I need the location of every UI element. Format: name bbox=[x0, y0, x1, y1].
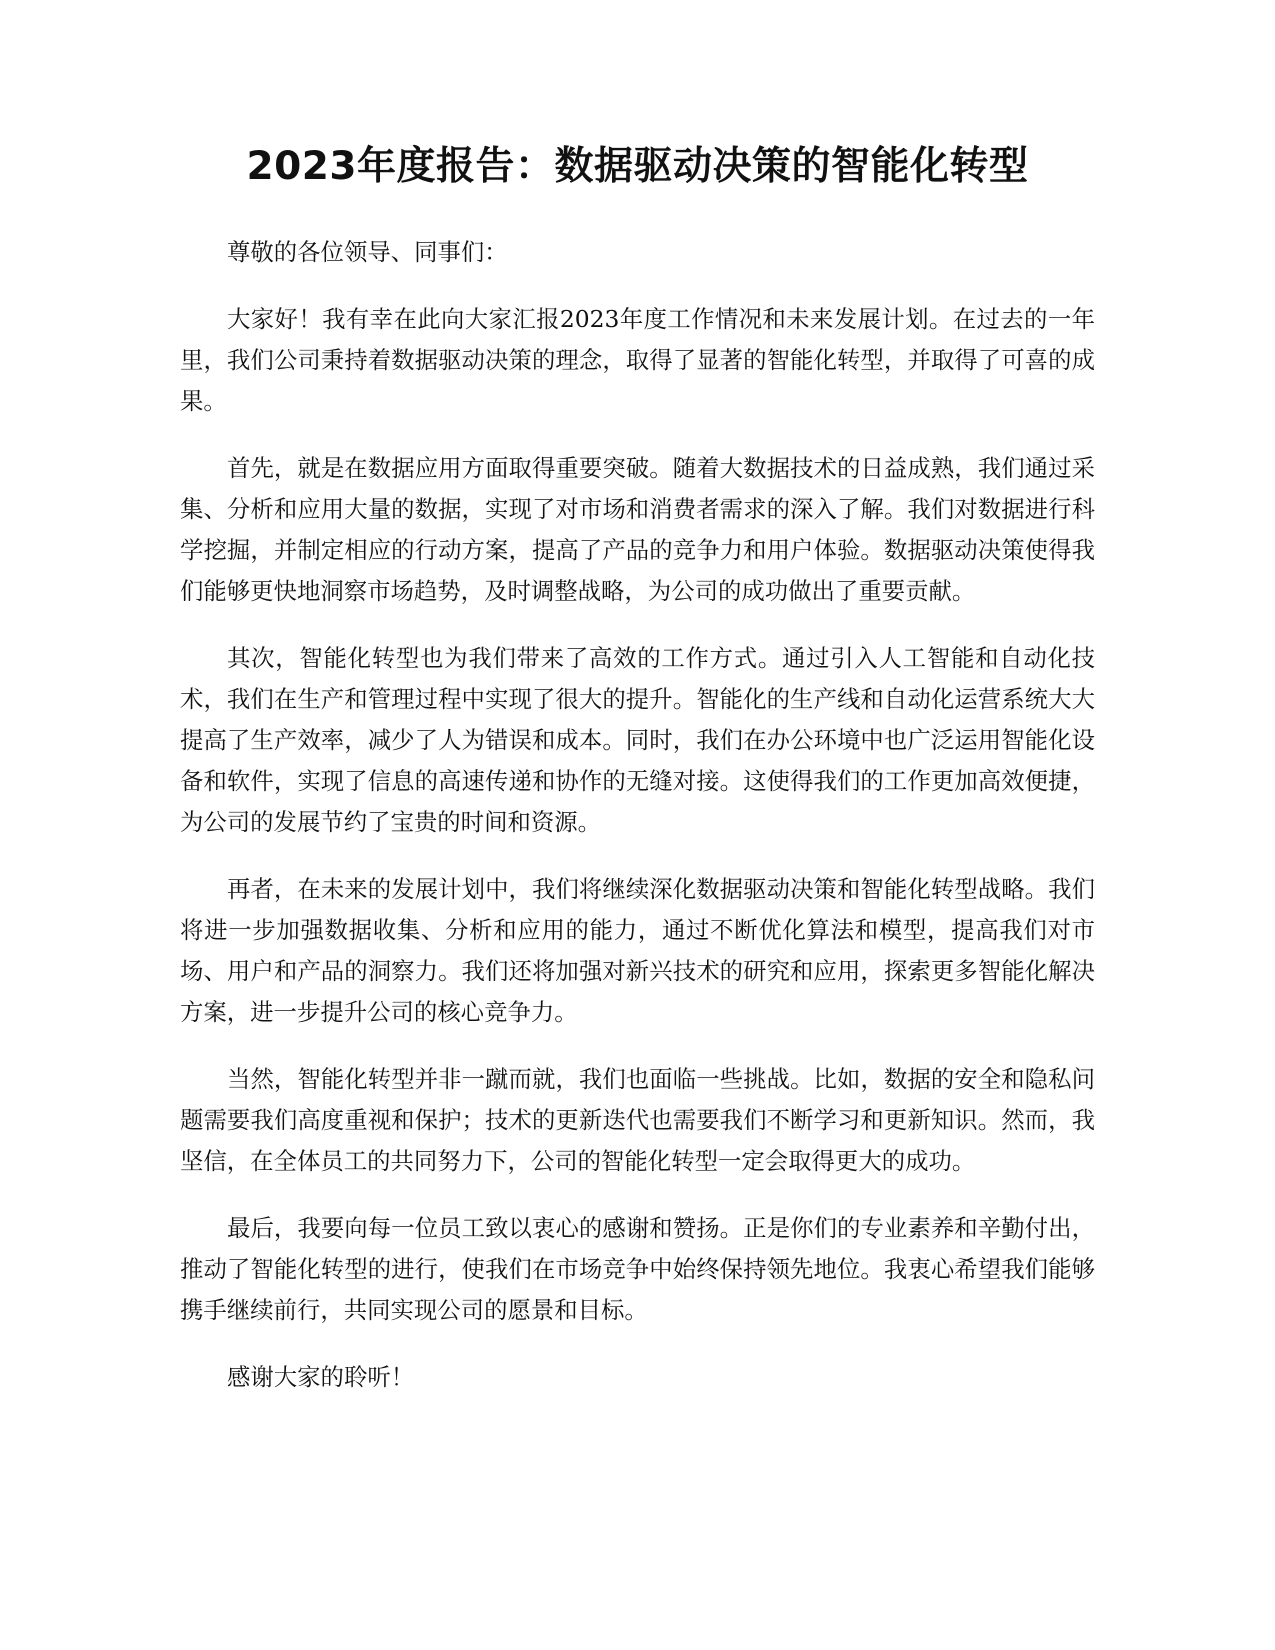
document-title: 2023年度报告：数据驱动决策的智能化转型 bbox=[246, 144, 1029, 189]
thanks-paragraph: 最后，我要向每一位员工致以衷心的感谢和赞扬。正是你们的专业素养和辛勤付出，推动了智能化转型的进行，使我们在市场竞争中始终保持领先地位。我衷心希望我们能够携手继续前行，共同实现公司的愿景和目标。 bbox=[180, 1214, 1095, 1324]
efficiency-paragraph: 其次，智能化转型也为我们带来了高效的工作方式。通过引入人工智能和自动化技术，我们在生产和管理过程中实现了很大的提升。智能化的生产线和自动化运营系统大大提高了生产效率，减少了人为错误和成本。同时，我们在办公环境中也广泛运用智能化设备和软件，实现了信息的高速传递和协作的无缝对接。这使得我们的工作更加高效便捷，为公司的发展节约了宝贵的时间和资源。 bbox=[180, 644, 1095, 836]
future-plan-paragraph: 再者，在未来的发展计划中，我们将继续深化数据驱动决策和智能化转型战略。我们将进一步加强数据收集、分析和应用的能力，通过不断优化算法和模型，提高我们对市场、用户和产品的洞察力。我们还将加强对新兴技术的研究和应用，探索更多智能化解决方案，进一步提升公司的核心竞争力。 bbox=[180, 875, 1095, 1026]
document-page bbox=[180, 138, 1095, 1424]
data-application-paragraph: 首先，就是在数据应用方面取得重要突破。随着大数据技术的日益成熟，我们通过采集、分析和应用大量的数据，实现了对市场和消费者需求的深入了解。我们对数据进行科学挖掘，并制定相应的行动方案，提高了产品的竞争力和用户体验。数据驱动决策使得我们能够更快地洞察市场趋势，及时调整战略，为公司的成功做出了重要贡献。 bbox=[180, 454, 1095, 605]
challenges-paragraph: 当然，智能化转型并非一蹴而就，我们也面临一些挑战。比如，数据的安全和隐私问题需要我们高度重视和保护；技术的更新迭代也需要我们不断学习和更新知识。然而，我坚信，在全体员工的共同努力下，公司的智能化转型一定会取得更大的成功。 bbox=[180, 1065, 1095, 1175]
closing-paragraph: 感谢大家的聆听！ bbox=[227, 1363, 415, 1391]
document-body bbox=[180, 232, 1095, 1398]
salutation-paragraph: 尊敬的各位领导、同事们： bbox=[227, 238, 508, 266]
intro-paragraph: 大家好！我有幸在此向大家汇报2023年度工作情况和未来发展计划。在过去的一年里，我们公司秉持着数据驱动决策的理念，取得了显著的智能化转型，并取得了可喜的成果。 bbox=[180, 305, 1095, 415]
